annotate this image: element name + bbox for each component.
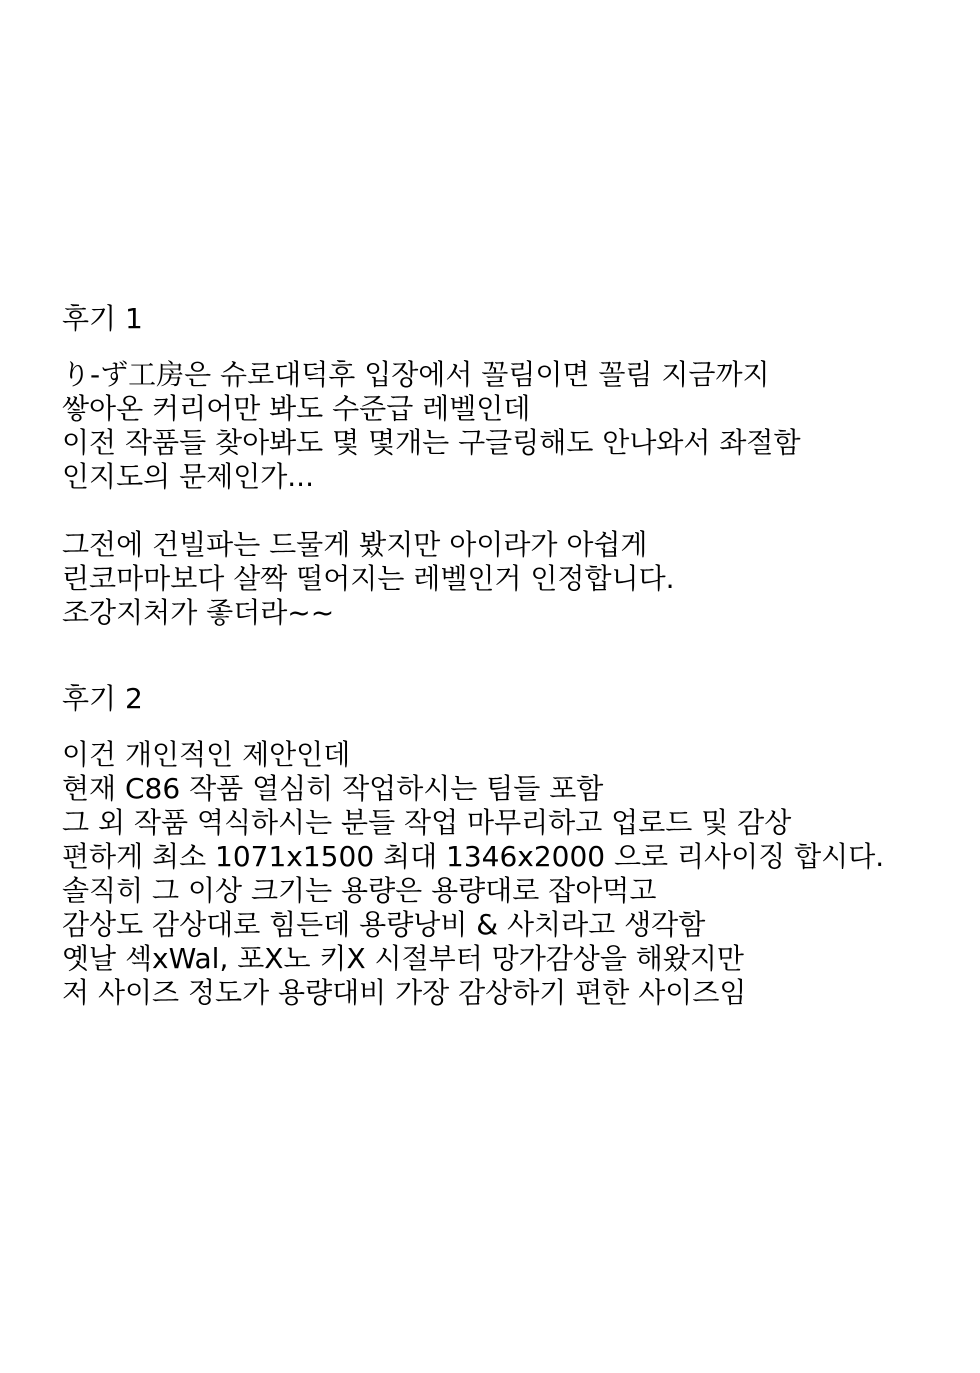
review-1-heading: 후기 1	[62, 302, 143, 335]
text-line: り-ず工房은 슈로대덕후 입장에서 꼴림이면 꼴림 지금까지	[62, 358, 770, 391]
review-1-paragraph-2	[62, 528, 962, 630]
text-line: 이건 개인적인 제안인데	[62, 738, 351, 771]
text-line: 저 사이즈 정도가 용량대비 가장 감상하기 편한 사이즈임	[62, 976, 747, 1009]
text-line: 쌓아온 커리어만 봐도 수준급 레벨인데	[62, 392, 531, 425]
text-line: 그 외 작품 역식하시는 분들 작업 마무리하고 업로드 및 감상	[62, 806, 792, 839]
text-line: 인지도의 문제인가...	[62, 460, 314, 493]
review-1-paragraph-1	[62, 358, 962, 494]
text-line: 현재 C86 작품 열심히 작업하시는 팀들 포함	[62, 772, 604, 805]
text-line: 린코마마보다 살짝 떨어지는 레벨인거 인정합니다.	[62, 562, 675, 595]
review-1-section	[62, 302, 962, 630]
text-line: 그전에 건빌파는 드물게 봤지만 아이라가 아쉽게	[62, 528, 648, 561]
text-line: 감상도 감상대로 힘든데 용량낭비 & 사치라고 생각함	[62, 908, 706, 941]
text-line: 이전 작품들 찾아봐도 몇 몇개는 구글링해도 안나와서 좌절함	[62, 426, 801, 459]
text-line: 솔직히 그 이상 크기는 용량은 용량대로 잡아먹고	[62, 874, 657, 907]
text-line: 편하게 최소 1071x1500 최대 1346x2000 으로 리사이징 합시다.	[62, 840, 885, 873]
review-2-heading: 후기 2	[62, 682, 143, 715]
text-line: 옛날 섹xWal, 포X노 키X 시절부터 망가감상을 해왔지만	[62, 942, 744, 975]
review-2-paragraph-1	[62, 738, 962, 1010]
text-line: 조강지처가 좋더라~~	[62, 596, 335, 629]
review-2-section	[62, 682, 962, 1010]
